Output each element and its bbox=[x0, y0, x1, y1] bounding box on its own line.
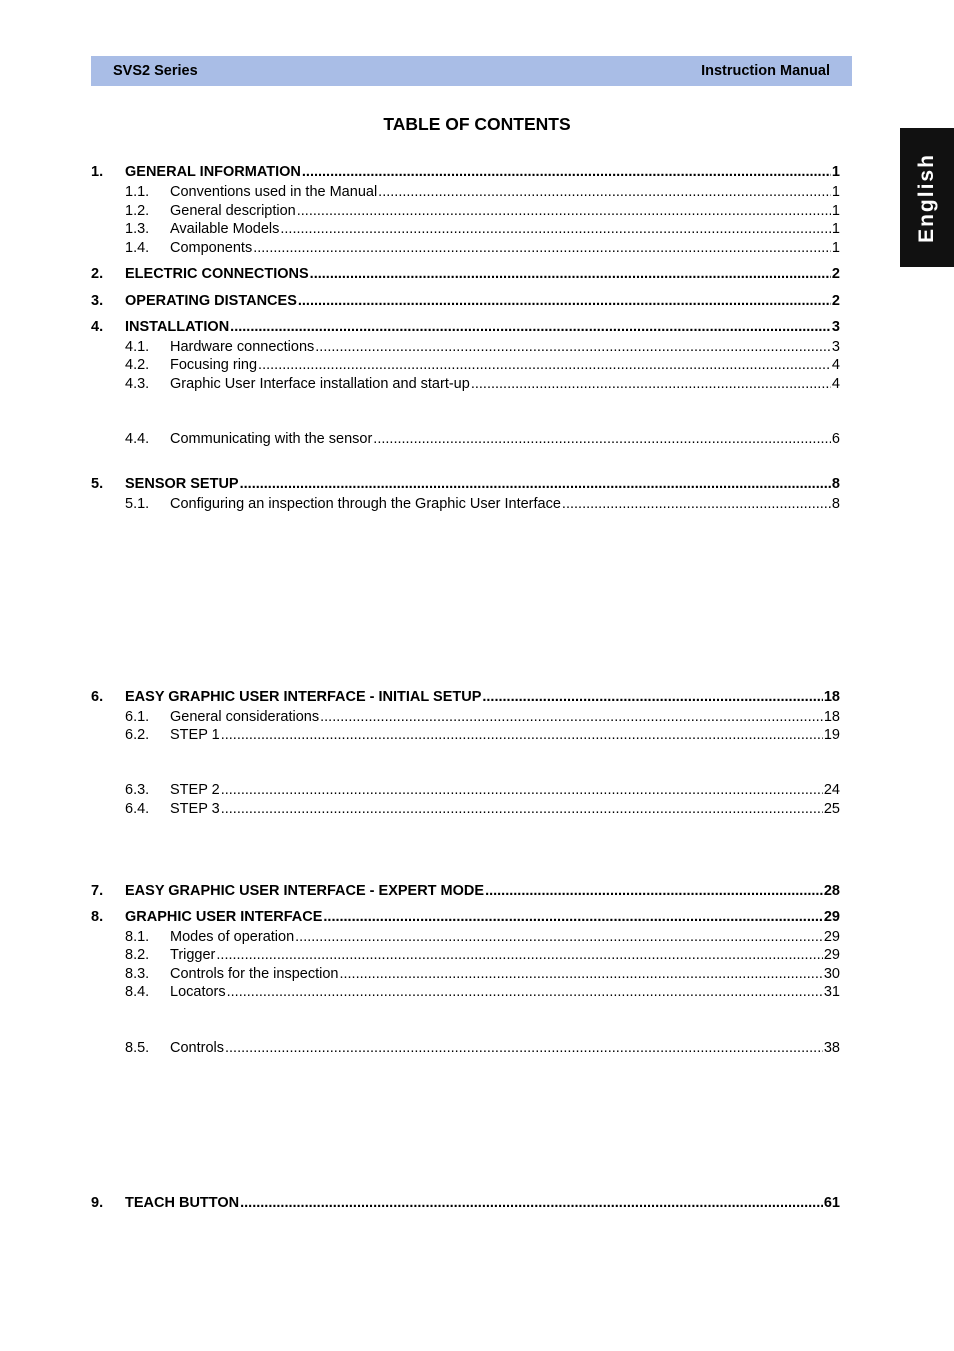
toc-entry[interactable] bbox=[91, 801, 840, 821]
toc-entry-title: OPERATING DISTANCES bbox=[125, 293, 297, 309]
toc-entry-page: 19 bbox=[823, 727, 840, 743]
toc-entry[interactable] bbox=[91, 319, 840, 339]
toc-entry-title: Components bbox=[170, 240, 253, 256]
toc-entry-page: 3 bbox=[831, 319, 840, 335]
toc-entry-number: 1.3. bbox=[125, 221, 150, 237]
toc-entry-title: General description bbox=[170, 203, 296, 219]
toc-entry-page: 29 bbox=[823, 909, 840, 925]
toc-entry-title: Focusing ring bbox=[170, 357, 258, 373]
toc-leader-dots bbox=[298, 293, 831, 309]
toc-leader-dots bbox=[225, 1040, 823, 1056]
toc-entry-number: 6.1. bbox=[125, 709, 150, 725]
toc-entry-title: Locators bbox=[170, 984, 226, 1000]
toc-entry-title: Controls for the inspection bbox=[170, 966, 339, 982]
toc-entry-title: STEP 3 bbox=[170, 801, 220, 817]
toc-entry-number: 4. bbox=[91, 319, 104, 335]
toc-entry-number: 6.2. bbox=[125, 727, 150, 743]
toc-entry-page: 6 bbox=[831, 431, 840, 447]
toc-entry-page: 8 bbox=[831, 476, 840, 492]
toc-leader-dots bbox=[310, 266, 831, 282]
toc-entry[interactable] bbox=[91, 1195, 840, 1215]
header-series: SVS2 Series bbox=[113, 63, 198, 79]
toc-entry-page: 38 bbox=[823, 1040, 840, 1056]
toc-entry[interactable] bbox=[91, 966, 840, 986]
toc-entry-page: 2 bbox=[831, 293, 840, 309]
toc-entry[interactable] bbox=[91, 357, 840, 377]
toc-entry-page: 30 bbox=[823, 966, 840, 982]
toc-entry[interactable] bbox=[91, 164, 840, 184]
toc-entry-number: 8.4. bbox=[125, 984, 150, 1000]
toc-entry[interactable] bbox=[91, 709, 840, 729]
toc-entry-title: SENSOR SETUP bbox=[125, 476, 239, 492]
toc-entry-page: 4 bbox=[831, 376, 840, 392]
toc-entry-title: INSTALLATION bbox=[125, 319, 230, 335]
toc-entry-number: 8.1. bbox=[125, 929, 150, 945]
toc-entry-title: GENERAL INFORMATION bbox=[125, 164, 301, 180]
toc-entry-page: 31 bbox=[823, 984, 840, 1000]
toc-leader-dots bbox=[562, 496, 831, 512]
toc-entry[interactable] bbox=[91, 431, 840, 451]
toc-entry-page: 1 bbox=[831, 164, 840, 180]
toc-entry[interactable] bbox=[91, 689, 840, 709]
toc-entry-page: 24 bbox=[823, 782, 840, 798]
toc-entry-title: Modes of operation bbox=[170, 929, 295, 945]
toc-entry-page: 28 bbox=[823, 883, 840, 899]
toc-entry-number: 1.4. bbox=[125, 240, 150, 256]
toc-entry-title: GRAPHIC USER INTERFACE bbox=[125, 909, 323, 925]
toc-entry-title: EASY GRAPHIC USER INTERFACE - INITIAL SETUP bbox=[125, 689, 482, 705]
toc-entry-title: TEACH BUTTON bbox=[125, 1195, 240, 1211]
toc-entry[interactable] bbox=[91, 496, 840, 516]
toc-entry-number: 8.5. bbox=[125, 1040, 150, 1056]
toc-leader-dots bbox=[221, 801, 823, 817]
toc-entry[interactable] bbox=[91, 947, 840, 967]
toc-entry-title: EASY GRAPHIC USER INTERFACE - EXPERT MODE bbox=[125, 883, 485, 899]
toc-leader-dots bbox=[485, 883, 823, 899]
toc-leader-dots bbox=[315, 339, 831, 355]
toc-entry[interactable] bbox=[91, 476, 840, 496]
language-tab bbox=[900, 128, 954, 267]
toc-entry-title: Hardware connections bbox=[170, 339, 315, 355]
toc-entry[interactable] bbox=[91, 1040, 840, 1060]
toc-entry-number: 8. bbox=[91, 909, 104, 925]
toc-entry-number: 5. bbox=[91, 476, 104, 492]
toc-entry-title: Trigger bbox=[170, 947, 216, 963]
toc-entry-page: 29 bbox=[823, 929, 840, 945]
toc-entry[interactable] bbox=[91, 203, 840, 223]
toc-leader-dots bbox=[373, 431, 831, 447]
toc-leader-dots bbox=[230, 319, 831, 335]
toc-entry-number: 4.1. bbox=[125, 339, 150, 355]
toc-entry-number: 5.1. bbox=[125, 496, 150, 512]
toc-entry-title: Controls bbox=[170, 1040, 224, 1056]
toc-leader-dots bbox=[297, 203, 831, 219]
toc-entry-page: 1 bbox=[831, 221, 840, 237]
toc-entry-page: 2 bbox=[831, 266, 840, 282]
toc-leader-dots bbox=[221, 782, 823, 798]
toc-entry-page: 4 bbox=[831, 357, 840, 373]
toc-entry[interactable] bbox=[91, 782, 840, 802]
toc-entry-number: 6. bbox=[91, 689, 104, 705]
toc-entry-title: Configuring an inspection through the Graphic User Interface bbox=[170, 496, 561, 512]
toc-entry-title: STEP 2 bbox=[170, 782, 220, 798]
toc-entry-number: 1.2. bbox=[125, 203, 150, 219]
toc-entry[interactable] bbox=[91, 984, 840, 1004]
toc-entry-number: 6.3. bbox=[125, 782, 150, 798]
toc-entry[interactable] bbox=[91, 293, 840, 313]
toc-leader-dots bbox=[471, 376, 831, 392]
toc-entry[interactable] bbox=[91, 221, 840, 241]
toc-entry-number: 4.2. bbox=[125, 357, 150, 373]
toc-entry[interactable] bbox=[91, 727, 840, 747]
toc-leader-dots bbox=[280, 221, 831, 237]
toc-leader-dots bbox=[240, 1195, 823, 1211]
toc-entry[interactable] bbox=[91, 376, 840, 396]
language-tab-label: English bbox=[915, 152, 938, 243]
toc-leader-dots bbox=[482, 689, 822, 705]
toc-entry-page: 29 bbox=[823, 947, 840, 963]
header-manual: Instruction Manual bbox=[701, 63, 830, 79]
toc-entry-number: 1. bbox=[91, 164, 104, 180]
toc-leader-dots bbox=[227, 984, 823, 1000]
toc-entry-title: Graphic User Interface installation and start-up bbox=[170, 376, 470, 392]
toc-leader-dots bbox=[253, 240, 831, 256]
toc-leader-dots bbox=[302, 164, 831, 180]
toc-entry-title: STEP 1 bbox=[170, 727, 220, 743]
toc-leader-dots bbox=[378, 184, 831, 200]
toc-leader-dots bbox=[339, 966, 822, 982]
toc-entry[interactable] bbox=[91, 909, 840, 929]
toc-entry[interactable] bbox=[91, 184, 840, 204]
toc-entry-title: General considerations bbox=[170, 709, 320, 725]
toc-entry[interactable] bbox=[91, 883, 840, 903]
toc-entry-number: 1.1. bbox=[125, 184, 150, 200]
toc-entry-number: 3. bbox=[91, 293, 104, 309]
toc-entry-page: 18 bbox=[823, 689, 840, 705]
toc-entry[interactable] bbox=[91, 339, 840, 359]
page-header bbox=[91, 56, 852, 86]
toc-entry-number: 9. bbox=[91, 1195, 104, 1211]
toc-entry-number: 8.3. bbox=[125, 966, 150, 982]
toc-entry-page: 1 bbox=[831, 240, 840, 256]
toc-entry-page: 18 bbox=[823, 709, 840, 725]
toc-entry-page: 3 bbox=[831, 339, 840, 355]
toc-leader-dots bbox=[240, 476, 831, 492]
toc-entry-number: 2. bbox=[91, 266, 104, 282]
toc-entry-page: 61 bbox=[823, 1195, 840, 1211]
toc-entry-title: Communicating with the sensor bbox=[170, 431, 373, 447]
toc-leader-dots bbox=[221, 727, 823, 743]
toc-entry-title: Available Models bbox=[170, 221, 280, 237]
toc-entry-page: 8 bbox=[831, 496, 840, 512]
toc-entry-title: Conventions used in the Manual bbox=[170, 184, 378, 200]
toc-entry[interactable] bbox=[91, 266, 840, 286]
toc-entry-number: 8.2. bbox=[125, 947, 150, 963]
toc-leader-dots bbox=[216, 947, 822, 963]
page-title: TABLE OF CONTENTS bbox=[383, 114, 571, 134]
toc-entry-title: ELECTRIC CONNECTIONS bbox=[125, 266, 309, 282]
toc-entry-page: 25 bbox=[823, 801, 840, 817]
toc-entry-number: 4.3. bbox=[125, 376, 150, 392]
toc-entry-page: 1 bbox=[831, 203, 840, 219]
toc-entry-number: 4.4. bbox=[125, 431, 150, 447]
toc-leader-dots bbox=[323, 909, 822, 925]
toc-entry-number: 6.4. bbox=[125, 801, 150, 817]
toc-entry[interactable] bbox=[91, 929, 840, 949]
toc-entry-page: 1 bbox=[831, 184, 840, 200]
toc-entry[interactable] bbox=[91, 240, 840, 260]
toc-entry-number: 7. bbox=[91, 883, 104, 899]
toc-leader-dots bbox=[320, 709, 823, 725]
toc-leader-dots bbox=[258, 357, 831, 373]
toc-leader-dots bbox=[295, 929, 823, 945]
